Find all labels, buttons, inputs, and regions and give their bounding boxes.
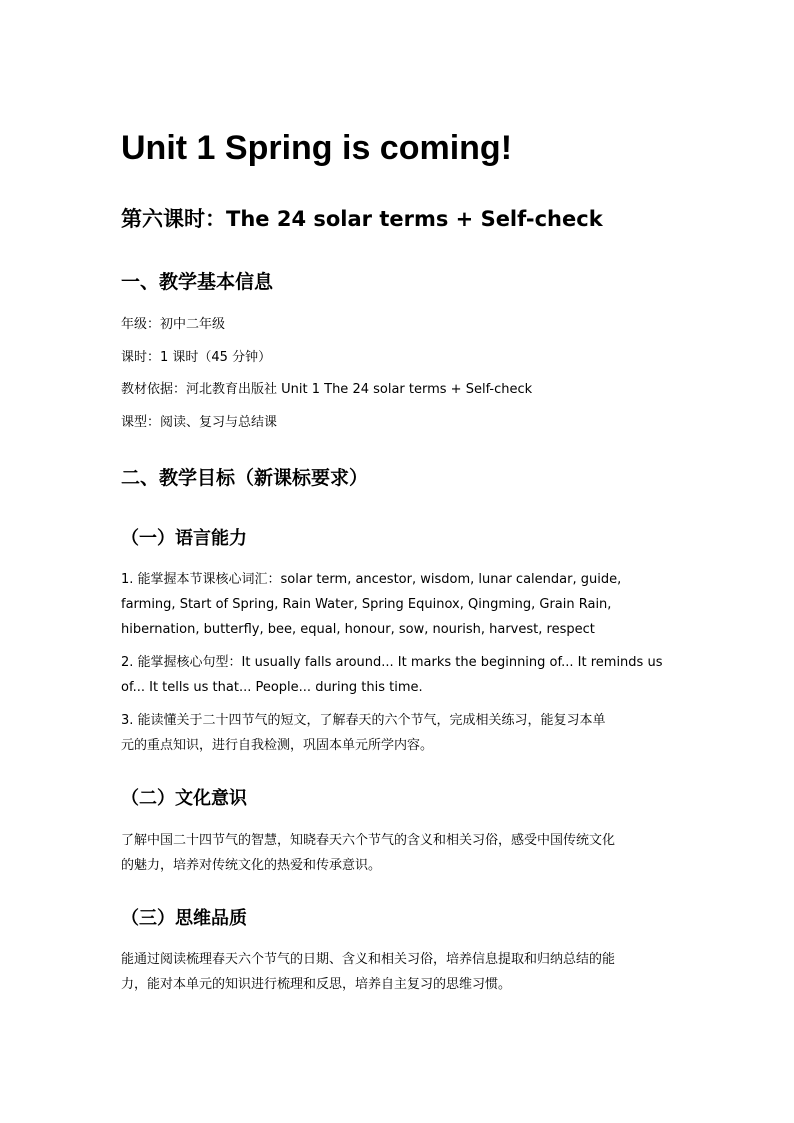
text-line: 2. 能掌握核心句型：It usually falls around... It marks the beginning of... It reminds us [121, 655, 663, 670]
text-line: 的魅力，培养对传统文化的热爱和传承意识。 [121, 858, 382, 873]
text-line: 元的重点知识，进行自我检测，巩固本单元所学内容。 [121, 738, 434, 753]
section-basic-info-heading: 一、教学基本信息 [121, 271, 274, 293]
info-periods: 课时：1 课时（45 分钟） [121, 350, 272, 365]
unit-title: Unit 1 Spring is coming! [121, 129, 513, 167]
language-item-reading [121, 708, 681, 758]
text-line: farming, Start of Spring, Rain Water, Spring Equinox, Qingming, Grain Rain, [121, 597, 612, 612]
section-objectives-heading: 二、教学目标（新课标要求） [121, 467, 369, 489]
language-item-vocabulary [121, 567, 681, 642]
lesson-subtitle: 第六课时：The 24 solar terms + Self-check [121, 207, 603, 231]
info-grade: 年级：初中二年级 [121, 317, 226, 332]
text-line: 了解中国二十四节气的智慧，知晓春天六个节气的含义和相关习俗，感受中国传统文化 [121, 833, 616, 848]
culture-paragraph [121, 828, 681, 878]
subsection-language-heading: （一）语言能力 [121, 528, 247, 549]
text-line: 能通过阅读梳理春天六个节气的日期、含义和相关习俗，培养信息提取和归纳总结的能 [121, 952, 616, 967]
language-item-sentences [121, 650, 681, 700]
text-line: 3. 能读懂关于二十四节气的短文，了解春天的六个节气，完成相关练习，能复习本单 [121, 713, 606, 728]
text-line: 1. 能掌握本节课核心词汇：solar term, ancestor, wisdom, lunar calendar, guide, [121, 572, 622, 587]
info-lesson-type: 课型：阅读、复习与总结课 [121, 415, 278, 430]
thinking-paragraph [121, 947, 681, 997]
info-textbook: 教材依据：河北教育出版社 Unit 1 The 24 solar terms + Self-check [121, 382, 533, 397]
text-line: 力，能对本单元的知识进行梳理和反思，培养自主复习的思维习惯。 [121, 977, 512, 992]
text-line: hibernation, butterfly, bee, equal, honour, sow, nourish, harvest, respect [121, 622, 595, 637]
text-line: of... It tells us that... People... during this time. [121, 680, 423, 695]
subsection-culture-heading: （二）文化意识 [121, 788, 247, 809]
subsection-thinking-heading: （三）思维品质 [121, 908, 247, 929]
